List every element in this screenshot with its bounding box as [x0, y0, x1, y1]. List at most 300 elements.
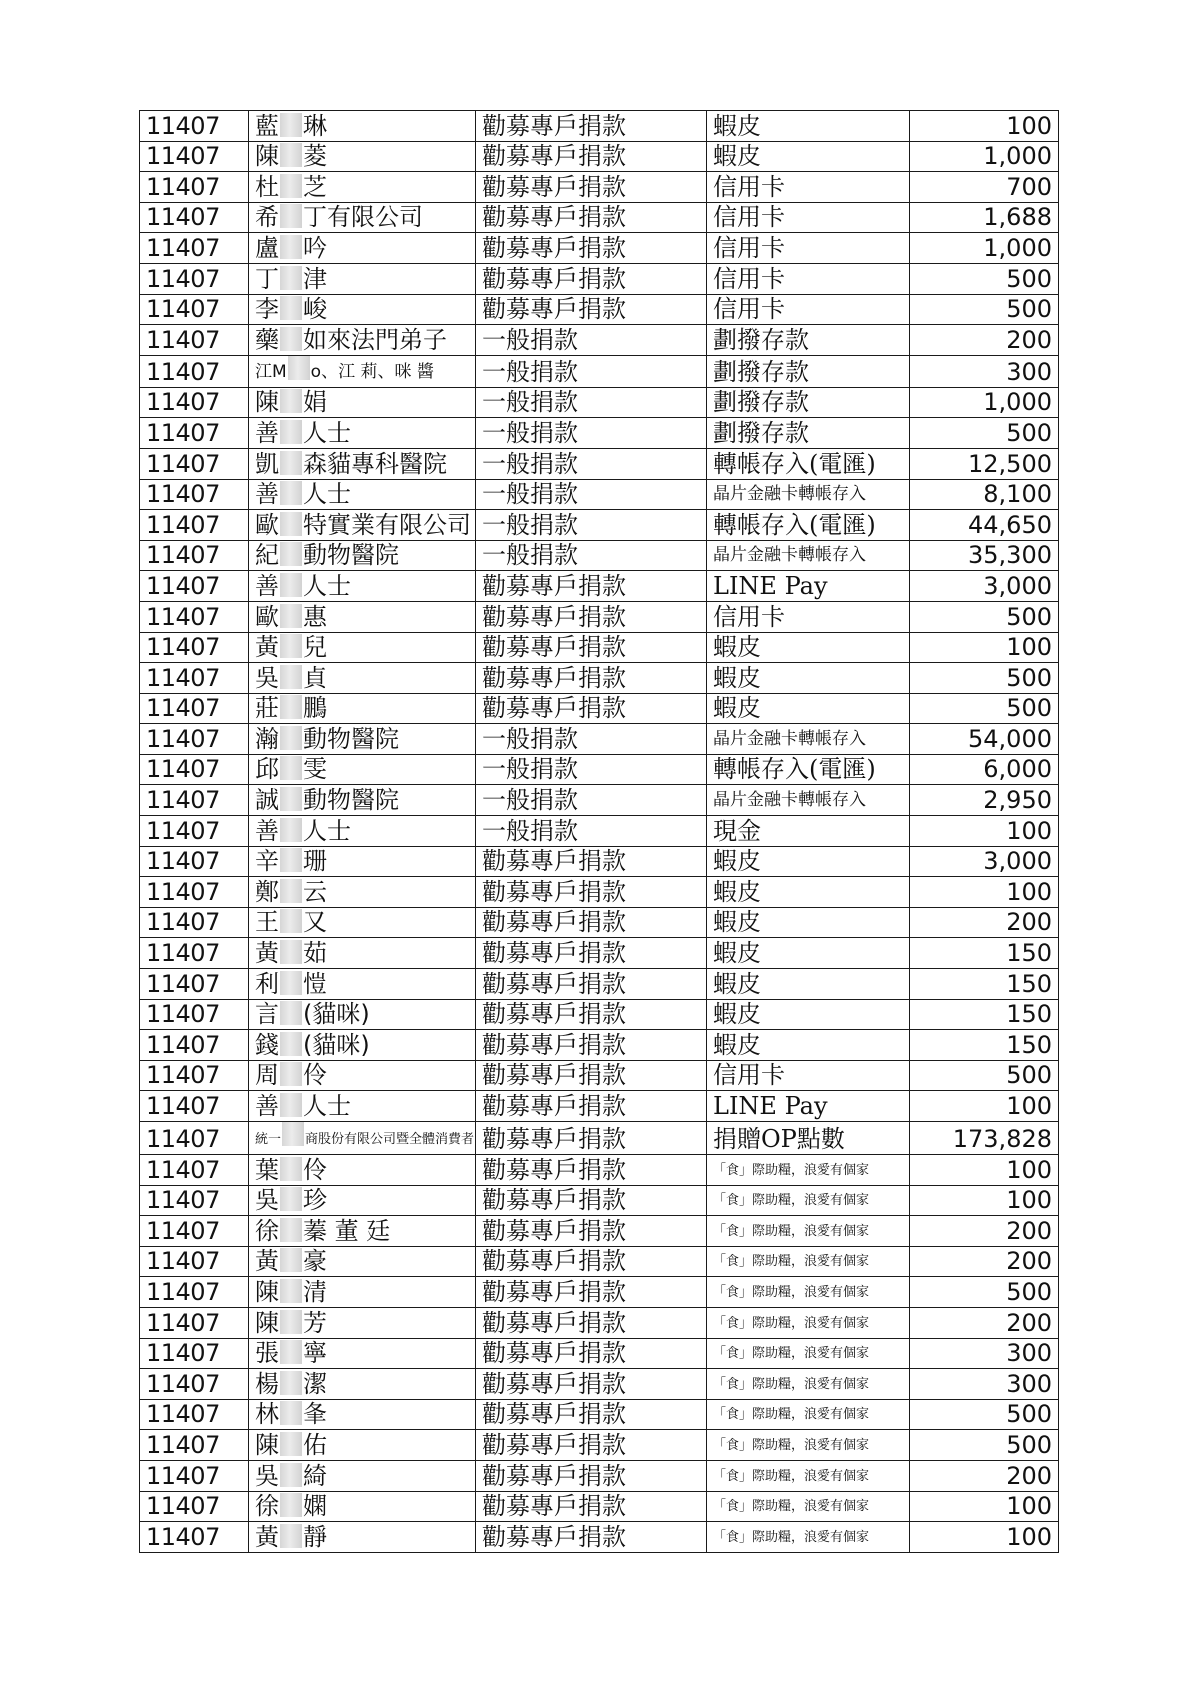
payment-method-cell: 晶片金融卡轉帳存入 [707, 540, 910, 571]
donor-name-rest: 津 [303, 264, 327, 293]
table-row [140, 571, 1059, 602]
redaction-mask [280, 174, 302, 198]
donor-name-cell [249, 294, 476, 325]
donor-name-rest: 琳 [303, 111, 327, 140]
donor-name-rest: 寧 [303, 1339, 327, 1368]
table-row [140, 1091, 1059, 1122]
table-row [140, 1060, 1059, 1091]
donor-name-first: 邱 [255, 755, 279, 784]
payment-method-cell: 「食」際助糧，浪愛有個家 [707, 1185, 910, 1216]
donation-type-cell: 一般捐款 [476, 355, 707, 387]
amount-cell: 500 [910, 263, 1059, 294]
period-cell: 11407 [140, 938, 249, 969]
donor-name-cell [249, 1307, 476, 1338]
redaction-mask [280, 266, 302, 290]
donor-name-first: 紀 [255, 541, 279, 570]
donor-name-rest: 綺 [303, 1461, 327, 1490]
redaction-mask [280, 1001, 302, 1025]
amount-cell: 44,650 [910, 510, 1059, 541]
donation-type-cell: 勸募專戶捐款 [476, 1399, 707, 1430]
table-row [140, 202, 1059, 233]
donor-name-cell [249, 1491, 476, 1522]
amount-cell: 100 [910, 1091, 1059, 1122]
redaction-mask [280, 1093, 302, 1117]
amount-cell: 500 [910, 693, 1059, 724]
payment-method-cell: 「食」際助糧，浪愛有個家 [707, 1522, 910, 1553]
donor-name-first: 希 [255, 203, 279, 232]
period-cell: 11407 [140, 1460, 249, 1491]
period-cell: 11407 [140, 846, 249, 877]
period-cell: 11407 [140, 1060, 249, 1091]
redaction-mask [280, 204, 302, 228]
donor-name-first: 盧 [255, 233, 279, 262]
period-cell: 11407 [140, 1155, 249, 1186]
donation-type-cell: 勸募專戶捐款 [476, 1522, 707, 1553]
donor-name-cell [249, 1522, 476, 1553]
donor-name-first: 黃 [255, 1247, 279, 1276]
period-cell: 11407 [140, 1091, 249, 1122]
donor-name-cell [249, 172, 476, 203]
amount-cell: 500 [910, 601, 1059, 632]
donor-name-first: 言 [255, 1000, 279, 1029]
donation-type-cell: 勸募專戶捐款 [476, 1091, 707, 1122]
redaction-mask [280, 634, 302, 658]
donor-name-cell [249, 1091, 476, 1122]
donation-type-cell: 一般捐款 [476, 448, 707, 479]
donor-name-first: 陳 [255, 388, 279, 417]
redaction-mask [280, 1187, 302, 1211]
donation-type-cell: 勸募專戶捐款 [476, 999, 707, 1030]
donation-type-cell: 勸募專戶捐款 [476, 907, 707, 938]
donor-name-rest: 靜 [303, 1522, 327, 1551]
amount-cell: 100 [910, 1185, 1059, 1216]
donor-name-cell [249, 999, 476, 1030]
period-cell: 11407 [140, 202, 249, 233]
payment-method-cell: 「食」際助糧，浪愛有個家 [707, 1338, 910, 1369]
redaction-mask [280, 1218, 302, 1242]
redaction-mask [280, 1248, 302, 1272]
donor-name-cell [249, 1185, 476, 1216]
table-row [140, 387, 1059, 418]
amount-cell: 150 [910, 1030, 1059, 1061]
payment-method-cell: LINE Pay [707, 1091, 910, 1122]
donor-name-first: 善 [255, 480, 279, 509]
table-row [140, 1491, 1059, 1522]
amount-cell: 200 [910, 1307, 1059, 1338]
donation-type-cell: 勸募專戶捐款 [476, 1369, 707, 1400]
amount-cell: 500 [910, 1399, 1059, 1430]
redaction-mask [280, 1157, 302, 1181]
period-cell: 11407 [140, 510, 249, 541]
table-row [140, 355, 1059, 387]
amount-cell: 500 [910, 294, 1059, 325]
payment-method-cell: 蝦皮 [707, 111, 910, 142]
donor-name-cell [249, 1399, 476, 1430]
donor-name-cell [249, 724, 476, 755]
donor-name-cell [249, 1122, 476, 1155]
donor-name-cell [249, 1030, 476, 1061]
period-cell: 11407 [140, 969, 249, 1000]
payment-method-cell: 「食」際助糧，浪愛有個家 [707, 1460, 910, 1491]
period-cell: 11407 [140, 724, 249, 755]
period-cell: 11407 [140, 418, 249, 449]
amount-cell: 500 [910, 1060, 1059, 1091]
redaction-mask [280, 327, 302, 351]
payment-method-cell: 蝦皮 [707, 938, 910, 969]
amount-cell: 150 [910, 999, 1059, 1030]
table-row [140, 754, 1059, 785]
donation-type-cell: 勸募專戶捐款 [476, 1122, 707, 1155]
donor-name-cell [249, 448, 476, 479]
donation-type-cell: 一般捐款 [476, 785, 707, 816]
amount-cell: 3,000 [910, 571, 1059, 602]
amount-cell: 100 [910, 877, 1059, 908]
amount-cell: 100 [910, 1491, 1059, 1522]
donor-name-cell [249, 785, 476, 816]
donor-name-cell [249, 141, 476, 172]
donor-name-cell [249, 907, 476, 938]
table-row [140, 1430, 1059, 1461]
table-row [140, 1522, 1059, 1553]
amount-cell: 150 [910, 969, 1059, 1000]
amount-cell: 500 [910, 1277, 1059, 1308]
donor-name-rest: 吟 [303, 233, 327, 262]
redaction-mask [280, 143, 302, 167]
donor-name-cell [249, 1060, 476, 1091]
donor-name-cell [249, 111, 476, 142]
redaction-mask [280, 1432, 302, 1456]
redaction-mask [280, 604, 302, 628]
donor-name-rest: 潔 [303, 1369, 327, 1398]
donation-type-cell: 勸募專戶捐款 [476, 1460, 707, 1491]
donation-type-cell: 一般捐款 [476, 479, 707, 510]
table-row [140, 1155, 1059, 1186]
amount-cell: 100 [910, 1522, 1059, 1553]
donor-name-first: 凱 [255, 449, 279, 478]
donation-type-cell: 勸募專戶捐款 [476, 1277, 707, 1308]
donor-name-rest: 雯 [303, 755, 327, 784]
redaction-mask [280, 1493, 302, 1517]
table-row [140, 816, 1059, 847]
payment-method-cell: 轉帳存入(電匯) [707, 448, 910, 479]
period-cell: 11407 [140, 816, 249, 847]
redaction-mask [280, 113, 302, 137]
table-row [140, 1030, 1059, 1061]
amount-cell: 1,688 [910, 202, 1059, 233]
redaction-mask [282, 1122, 304, 1146]
payment-method-cell: LINE Pay [707, 571, 910, 602]
donor-name-rest: 夆 [303, 1400, 327, 1429]
redaction-mask [280, 940, 302, 964]
amount-cell: 1,000 [910, 233, 1059, 264]
donation-type-cell: 勸募專戶捐款 [476, 1307, 707, 1338]
donor-name-cell [249, 938, 476, 969]
period-cell: 11407 [140, 785, 249, 816]
redaction-mask [280, 512, 302, 536]
donor-name-rest: 茹 [303, 939, 327, 968]
donor-name-rest: 商股份有限公司暨全體消費者 [305, 1132, 475, 1147]
payment-method-cell: 「食」際助糧，浪愛有個家 [707, 1155, 910, 1186]
donation-type-cell: 一般捐款 [476, 724, 707, 755]
payment-method-cell: 晶片金融卡轉帳存入 [707, 724, 910, 755]
period-cell: 11407 [140, 1399, 249, 1430]
donor-name-rest: 丁有限公司 [303, 203, 423, 232]
donor-name-first: 林 [255, 1400, 279, 1429]
donation-type-cell: 勸募專戶捐款 [476, 1030, 707, 1061]
donor-name-cell [249, 387, 476, 418]
donation-type-cell: 勸募專戶捐款 [476, 663, 707, 694]
table-row [140, 724, 1059, 755]
donor-name-rest: 峻 [303, 295, 327, 324]
payment-method-cell: 信用卡 [707, 172, 910, 203]
period-cell: 11407 [140, 1491, 249, 1522]
donor-name-first: 周 [255, 1061, 279, 1090]
redaction-mask [280, 726, 302, 750]
donor-name-first: 誠 [255, 786, 279, 815]
donor-name-first: 徐 [255, 1216, 279, 1245]
donor-name-first: 統一 [255, 1132, 282, 1147]
payment-method-cell: 劃撥存款 [707, 387, 910, 418]
period-cell: 11407 [140, 877, 249, 908]
period-cell: 11407 [140, 355, 249, 387]
payment-method-cell: 劃撥存款 [707, 355, 910, 387]
amount-cell: 12,500 [910, 448, 1059, 479]
payment-method-cell: 「食」際助糧，浪愛有個家 [707, 1307, 910, 1338]
amount-cell: 3,000 [910, 846, 1059, 877]
period-cell: 11407 [140, 141, 249, 172]
donor-name-first: 善 [255, 571, 279, 600]
table-row [140, 1246, 1059, 1277]
table-row [140, 601, 1059, 632]
amount-cell: 1,000 [910, 387, 1059, 418]
donation-type-cell: 勸募專戶捐款 [476, 632, 707, 663]
amount-cell: 200 [910, 1216, 1059, 1247]
period-cell: 11407 [140, 448, 249, 479]
table-row [140, 785, 1059, 816]
amount-cell: 500 [910, 1430, 1059, 1461]
donor-name-cell [249, 418, 476, 449]
amount-cell: 200 [910, 907, 1059, 938]
donation-type-cell: 勸募專戶捐款 [476, 1185, 707, 1216]
donor-name-rest: 動物醫院 [303, 786, 399, 815]
donation-type-cell: 勸募專戶捐款 [476, 294, 707, 325]
period-cell: 11407 [140, 540, 249, 571]
donor-name-first: 利 [255, 969, 279, 998]
table-row [140, 448, 1059, 479]
redaction-mask [280, 1524, 302, 1548]
donor-name-rest: 森貓專科醫院 [303, 449, 447, 478]
donor-name-cell [249, 1369, 476, 1400]
period-cell: 11407 [140, 1338, 249, 1369]
donation-type-cell: 勸募專戶捐款 [476, 233, 707, 264]
donation-type-cell: 一般捐款 [476, 540, 707, 571]
payment-method-cell: 蝦皮 [707, 1030, 910, 1061]
payment-method-cell: 蝦皮 [707, 969, 910, 1000]
donor-name-first: 善 [255, 418, 279, 447]
payment-method-cell: 轉帳存入(電匯) [707, 510, 910, 541]
donor-name-rest: 云 [303, 877, 327, 906]
redaction-mask [280, 389, 302, 413]
donor-name-rest: 伶 [303, 1061, 327, 1090]
table-row [140, 632, 1059, 663]
period-cell: 11407 [140, 172, 249, 203]
donation-type-cell: 勸募專戶捐款 [476, 693, 707, 724]
donor-name-first: 黃 [255, 1522, 279, 1551]
period-cell: 11407 [140, 263, 249, 294]
payment-method-cell: 蝦皮 [707, 999, 910, 1030]
amount-cell: 100 [910, 111, 1059, 142]
period-cell: 11407 [140, 632, 249, 663]
table-row [140, 999, 1059, 1030]
donation-type-cell: 一般捐款 [476, 754, 707, 785]
donor-name-rest: 貞 [303, 663, 327, 692]
table-row [140, 540, 1059, 571]
donor-name-rest: 又 [303, 908, 327, 937]
donation-type-cell: 勸募專戶捐款 [476, 1491, 707, 1522]
table-row [140, 1122, 1059, 1155]
donor-name-first: 陳 [255, 1308, 279, 1337]
donor-name-rest: 惠 [303, 602, 327, 631]
redaction-mask [280, 1463, 302, 1487]
payment-method-cell: 信用卡 [707, 601, 910, 632]
redaction-mask [280, 481, 302, 505]
amount-cell: 100 [910, 816, 1059, 847]
donor-name-cell [249, 540, 476, 571]
donor-name-rest: 兒 [303, 633, 327, 662]
payment-method-cell: 晶片金融卡轉帳存入 [707, 785, 910, 816]
donor-name-cell [249, 325, 476, 356]
donor-name-rest: 人士 [303, 480, 351, 509]
period-cell: 11407 [140, 479, 249, 510]
redaction-mask [280, 971, 302, 995]
period-cell: 11407 [140, 907, 249, 938]
donor-name-first: 江M [255, 361, 287, 382]
period-cell: 11407 [140, 1522, 249, 1553]
donation-type-cell: 勸募專戶捐款 [476, 141, 707, 172]
donor-name-cell [249, 355, 476, 387]
redaction-mask [280, 296, 302, 320]
donor-name-first: 錢 [255, 1030, 279, 1059]
donor-name-cell [249, 479, 476, 510]
donor-name-first: 善 [255, 1092, 279, 1120]
redaction-mask [280, 573, 302, 597]
donor-name-cell [249, 233, 476, 264]
donor-name-cell [249, 1216, 476, 1247]
table-row [140, 479, 1059, 510]
table-row [140, 1338, 1059, 1369]
donation-type-cell: 一般捐款 [476, 418, 707, 449]
table-row [140, 294, 1059, 325]
donor-name-rest: (貓咪) [303, 1000, 370, 1029]
payment-method-cell: 「食」際助糧，浪愛有個家 [707, 1369, 910, 1400]
donor-name-first: 王 [255, 908, 279, 937]
donation-type-cell: 勸募專戶捐款 [476, 1246, 707, 1277]
amount-cell: 2,950 [910, 785, 1059, 816]
donation-type-cell: 勸募專戶捐款 [476, 111, 707, 142]
donor-name-rest: 珊 [303, 847, 327, 876]
redaction-mask [280, 879, 302, 903]
payment-method-cell: 現金 [707, 816, 910, 847]
redaction-mask [280, 756, 302, 780]
table-row [140, 969, 1059, 1000]
donor-name-rest: (貓咪) [303, 1030, 370, 1059]
donor-name-rest: 珍 [303, 1186, 327, 1215]
donor-name-rest: 豪 [303, 1247, 327, 1276]
period-cell: 11407 [140, 693, 249, 724]
donor-name-rest: o、江 莉、咪 醬 [310, 361, 434, 382]
period-cell: 11407 [140, 1277, 249, 1308]
amount-cell: 100 [910, 632, 1059, 663]
table-row [140, 663, 1059, 694]
donation-type-cell: 勸募專戶捐款 [476, 938, 707, 969]
donor-name-cell [249, 601, 476, 632]
donor-name-rest: 清 [303, 1277, 327, 1306]
payment-method-cell: 蝦皮 [707, 663, 910, 694]
table-row [140, 233, 1059, 264]
donor-name-rest: 特實業有限公司 [303, 510, 471, 539]
payment-method-cell: 「食」際助糧，浪愛有個家 [707, 1246, 910, 1277]
payment-method-cell: 轉帳存入(電匯) [707, 754, 910, 785]
amount-cell: 300 [910, 1369, 1059, 1400]
donation-table [139, 110, 1059, 1553]
period-cell: 11407 [140, 111, 249, 142]
payment-method-cell: 劃撥存款 [707, 418, 910, 449]
amount-cell: 500 [910, 418, 1059, 449]
table-row [140, 141, 1059, 172]
donor-name-rest: 動物醫院 [303, 724, 399, 753]
amount-cell: 500 [910, 663, 1059, 694]
payment-method-cell: 蝦皮 [707, 632, 910, 663]
donor-name-rest: 芳 [303, 1308, 327, 1337]
donor-name-first: 杜 [255, 172, 279, 201]
table-row [140, 418, 1059, 449]
redaction-mask [280, 1279, 302, 1303]
redaction-mask [280, 1371, 302, 1395]
donor-name-first: 徐 [255, 1492, 279, 1521]
donor-name-cell [249, 969, 476, 1000]
donation-type-cell: 一般捐款 [476, 816, 707, 847]
amount-cell: 54,000 [910, 724, 1059, 755]
donor-name-first: 歐 [255, 510, 279, 539]
donor-name-rest: 人士 [303, 1092, 351, 1120]
period-cell: 11407 [140, 999, 249, 1030]
donor-name-cell [249, 816, 476, 847]
redaction-mask [280, 1032, 302, 1056]
redaction-mask [280, 818, 302, 842]
redaction-mask [280, 909, 302, 933]
donor-name-first: 辛 [255, 847, 279, 876]
donation-table-body [140, 111, 1059, 1553]
donor-name-rest: 人士 [303, 418, 351, 447]
donor-name-first: 鄭 [255, 877, 279, 906]
donor-name-cell [249, 1277, 476, 1308]
payment-method-cell: 「食」際助糧，浪愛有個家 [707, 1277, 910, 1308]
redaction-mask [280, 787, 302, 811]
donor-name-cell [249, 510, 476, 541]
redaction-mask [280, 1310, 302, 1334]
donor-name-rest: 芝 [303, 172, 327, 201]
redaction-mask [280, 665, 302, 689]
donor-name-first: 陳 [255, 1430, 279, 1459]
amount-cell: 700 [910, 172, 1059, 203]
period-cell: 11407 [140, 601, 249, 632]
donation-type-cell: 勸募專戶捐款 [476, 1155, 707, 1186]
payment-method-cell: 蝦皮 [707, 141, 910, 172]
table-row [140, 877, 1059, 908]
donation-type-cell: 一般捐款 [476, 387, 707, 418]
period-cell: 11407 [140, 1307, 249, 1338]
donor-name-cell [249, 202, 476, 233]
